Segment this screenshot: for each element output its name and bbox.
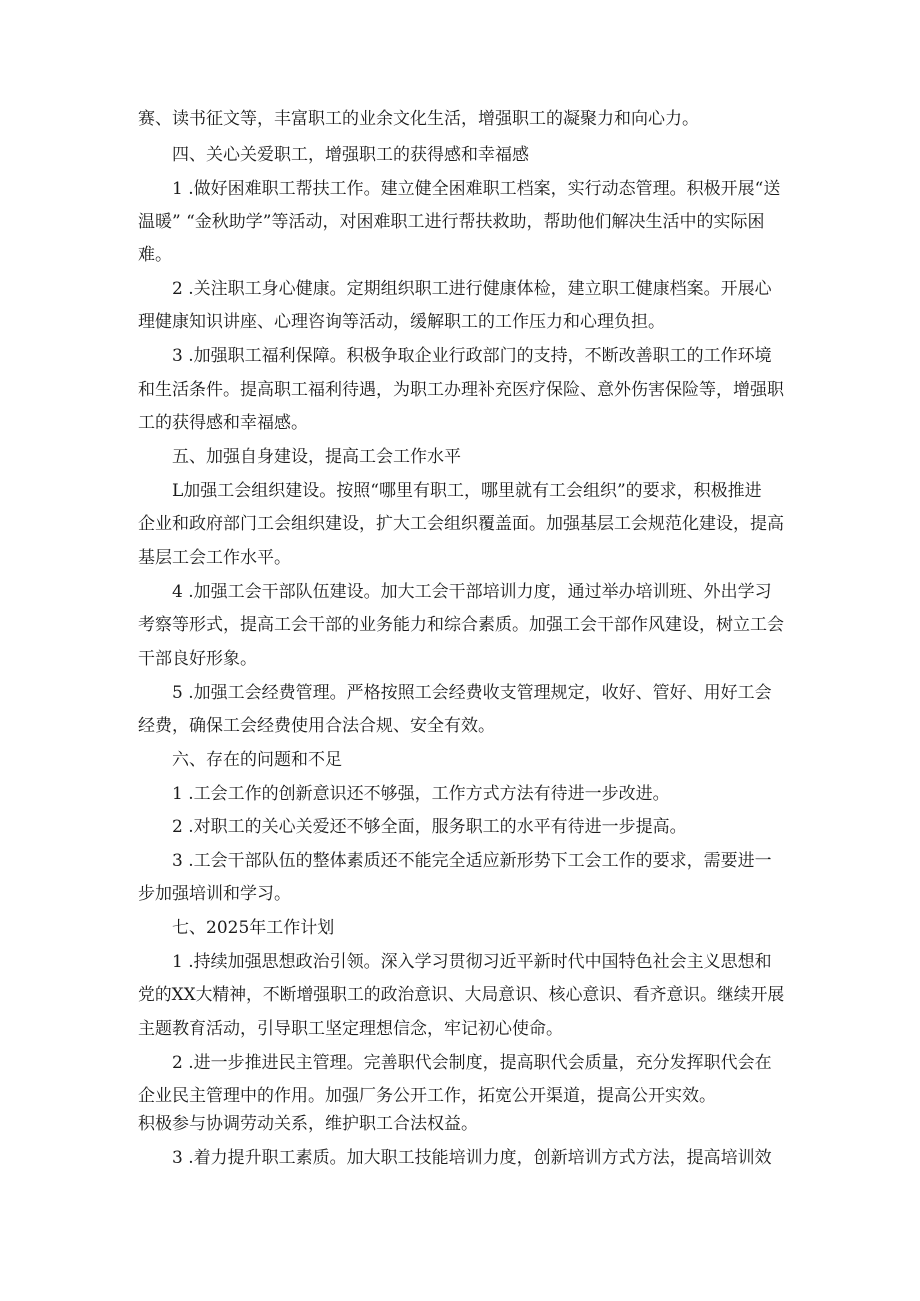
paragraph-line: 1 .做好困难职工帮扶工作。建立健全困难职工档案，实行动态管理。积极开展“送: [172, 179, 781, 199]
paragraph-line: 1 .持续加强思想政治引领。深入学习贯彻习近平新时代中国特色社会主义思想和: [172, 952, 772, 972]
paragraph-line: 企业民主管理中的作用。加强厂务公开工作，拓宽公开渠道，提高公开实效。: [138, 1086, 716, 1106]
paragraph-line: 基层工会工作水平。: [138, 548, 291, 568]
paragraph-line: 4 .加强工会干部队伍建设。加大工会干部培训力度，通过举办培训班、外出学习: [172, 582, 772, 602]
paragraph-line: 温暖” “金秋助学”等活动，对困难职工进行帮扶救助，帮助他们解决生活中的实际困: [138, 212, 765, 232]
paragraph-line: 党的XX大精神，不断增强职工的政治意识、大局意识、核心意识、看齐意识。继续开展: [138, 985, 785, 1005]
paragraph-line: 和生活条件。提高职工福利待遇，为职工办理补充医疗保险、意外伤害保险等，增强职: [138, 380, 784, 400]
paragraph-line: 干部良好形象。: [138, 649, 257, 669]
paragraph-line: 考察等形式，提高工会干部的业务能力和综合素质。加强工会干部作风建设，树立工会: [138, 615, 784, 635]
paragraph-line: 积极参与协调劳动关系，维护职工合法权益。: [138, 1114, 478, 1134]
paragraph-line: 2 .对职工的关心关爱还不够全面，服务职工的水平有待进一步提高。: [172, 817, 687, 837]
section-heading-4: 四、关心关爱职工，增强职工的获得感和幸福感: [172, 145, 529, 165]
paragraph-line: 工的获得感和幸福感。: [138, 413, 308, 433]
paragraph-line: 3 .加强职工福利保障。积极争取企业行政部门的支持，不断改善职工的工作环境: [172, 346, 772, 366]
paragraph-line: 难。: [138, 245, 172, 265]
paragraph-line: 2 .关注职工身心健康。定期组织职工进行健康体检，建立职工健康档案。开展心: [172, 279, 772, 299]
paragraph-line: 5 .加强工会经费管理。严格按照工会经费收支管理规定，收好、管好、用好工会: [172, 683, 772, 703]
paragraph-line: 2 .进一步推进民主管理。完善职代会制度，提高职代会质量，充分发挥职代会在: [172, 1053, 772, 1073]
paragraph-line: 企业和政府部门工会组织建设，扩大工会组织覆盖面。加强基层工会规范化建设，提高: [138, 514, 784, 534]
paragraph-line: L加强工会组织建设。按照“哪里有职工，哪里就有工会组织”的要求，积极推进: [172, 481, 762, 501]
section-heading-6: 六、存在的问题和不足: [172, 750, 342, 770]
paragraph-line: 3 .着力提升职工素质。加大职工技能培训力度，创新培训方式方法，提高培训效: [172, 1148, 772, 1168]
paragraph-line: 主题教育活动，引导职工坚定理想信念，牢记初心使命。: [138, 1019, 563, 1039]
section-heading-5: 五、加强自身建设，提高工会工作水平: [172, 447, 461, 467]
section-heading-7: 七、2025年工作计划: [172, 918, 335, 938]
paragraph-line: 理健康知识讲座、心理咨询等活动，缓解职工的工作压力和心理负担。: [138, 312, 665, 332]
paragraph-line: 1 .工会工作的创新意识还不够强，工作方式方法有待进一步改进。: [172, 784, 670, 804]
text-line-continuation: 赛、读书征文等，丰富职工的业余文化生活，增强职工的凝聚力和向心力。: [138, 109, 699, 129]
paragraph-line: 3 .工会干部队伍的整体素质还不能完全适应新形势下工会工作的要求，需要进一: [172, 851, 772, 871]
paragraph-line: 步加强培训和学习。: [138, 884, 291, 904]
paragraph-line: 经费，确保工会经费使用合法合规、安全有效。: [138, 716, 495, 736]
